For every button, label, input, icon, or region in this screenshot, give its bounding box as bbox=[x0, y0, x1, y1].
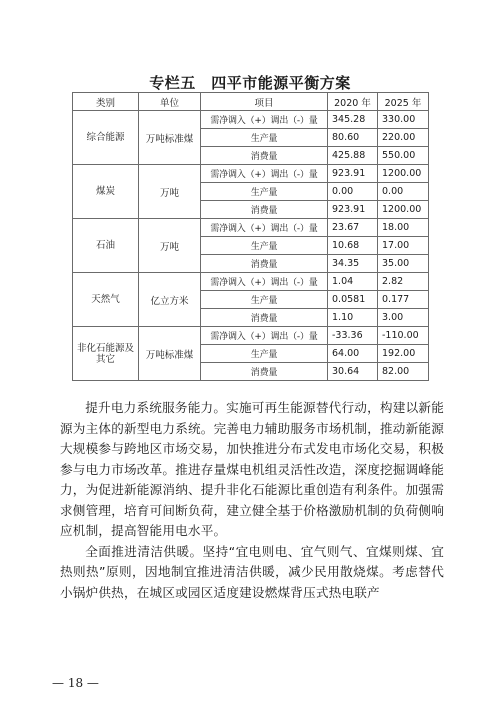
value-2020-cell: 345.28 bbox=[328, 111, 378, 129]
value-2025-cell: 18.00 bbox=[378, 219, 429, 237]
value-2025-cell: 1200.00 bbox=[378, 165, 429, 183]
category-cell: 天然气 bbox=[73, 273, 139, 327]
value-2020-cell: 30.64 bbox=[328, 363, 378, 381]
header-category: 类别 bbox=[73, 93, 139, 111]
value-2020-cell: 0.00 bbox=[328, 183, 378, 201]
table-row bbox=[73, 273, 429, 291]
item-cell: 消费量 bbox=[201, 201, 328, 219]
value-2020-cell: 1.04 bbox=[328, 273, 378, 291]
unit-cell: 万吨 bbox=[139, 165, 201, 219]
paragraph-clean-heating: 全面推进清洁供暖。坚持“宜电则电、宜气则气、宜煤则煤、宜热则热”原则，因地制宜推进清洁供暖，减少民用散烧煤。考虑替代小锅炉供热，在城区或园区适度建设燃煤背压式热电联产 bbox=[60, 543, 444, 600]
value-2020-cell: 1.10 bbox=[328, 309, 378, 327]
value-2025-cell: 0.177 bbox=[378, 291, 429, 309]
item-cell: 需净调入（+）调出（-）量 bbox=[201, 165, 328, 183]
page-number: — 18 — bbox=[52, 676, 99, 690]
value-2025-cell: 0.00 bbox=[378, 183, 429, 201]
table-row bbox=[73, 165, 429, 183]
value-2020-cell: 425.88 bbox=[328, 147, 378, 165]
paragraph-power-system: 提升电力系统服务能力。实施可再生能源替代行动，构建以新能源为主体的新型电力系统。完善电力辅助服务市场机制，推动新能源大规模参与跨地区市场交易，加快推进分布式发电市场化交易，积极参与电力市场改革。推进存量煤电机组灵活性改造，深度挖掘调峰能力，为促进新能源消纳、提升非化石能源比重创造有利条件。加强需求侧管理，培育可间断负荷，建立健全基于价格激励机制的负荷侧响应机制，提高智能用电水平。 bbox=[60, 400, 444, 538]
value-2020-cell: 34.35 bbox=[328, 255, 378, 273]
table-row bbox=[73, 327, 429, 345]
value-2025-cell: 192.00 bbox=[378, 345, 429, 363]
item-cell: 需净调入（+）调出（-）量 bbox=[201, 273, 328, 291]
item-cell: 生产量 bbox=[201, 291, 328, 309]
item-cell: 需净调入（+）调出（-）量 bbox=[201, 219, 328, 237]
value-2020-cell: 64.00 bbox=[328, 345, 378, 363]
category-cell: 石油 bbox=[73, 219, 139, 273]
item-cell: 生产量 bbox=[201, 237, 328, 255]
value-2020-cell: 10.68 bbox=[328, 237, 378, 255]
item-cell: 消费量 bbox=[201, 255, 328, 273]
table-row bbox=[73, 111, 429, 129]
value-2025-cell: 3.00 bbox=[378, 309, 429, 327]
item-cell: 需净调入（+）调出（-）量 bbox=[201, 111, 328, 129]
unit-cell: 万吨标准煤 bbox=[139, 327, 201, 381]
column-title: 专栏五 四平市能源平衡方案 bbox=[149, 74, 351, 92]
value-2025-cell: 2.82 bbox=[378, 273, 429, 291]
header-2020: 2020 年 bbox=[328, 93, 378, 111]
category-cell: 煤炭 bbox=[73, 165, 139, 219]
item-cell: 需净调入（+）调出（-）量 bbox=[201, 327, 328, 345]
table-header-row bbox=[73, 93, 429, 111]
item-cell: 消费量 bbox=[201, 147, 328, 165]
energy-balance-table bbox=[72, 92, 429, 381]
unit-cell: 万吨标准煤 bbox=[139, 111, 201, 165]
header-2025: 2025 年 bbox=[378, 93, 429, 111]
category-cell: 非化石能源及其它 bbox=[73, 327, 139, 381]
header-unit: 单位 bbox=[139, 93, 201, 111]
item-cell: 生产量 bbox=[201, 345, 328, 363]
header-item: 项目 bbox=[201, 93, 328, 111]
value-2025-cell: 1200.00 bbox=[378, 201, 429, 219]
item-cell: 生产量 bbox=[201, 183, 328, 201]
unit-cell: 万吨 bbox=[139, 219, 201, 273]
value-2025-cell: 17.00 bbox=[378, 237, 429, 255]
value-2025-cell: 82.00 bbox=[378, 363, 429, 381]
value-2025-cell: -110.00 bbox=[378, 327, 429, 345]
table-row bbox=[73, 219, 429, 237]
value-2020-cell: 23.67 bbox=[328, 219, 378, 237]
value-2020-cell: 923.91 bbox=[328, 201, 378, 219]
value-2020-cell: 0.0581 bbox=[328, 291, 378, 309]
value-2020-cell: -33.36 bbox=[328, 327, 378, 345]
category-cell: 综合能源 bbox=[73, 111, 139, 165]
value-2020-cell: 80.60 bbox=[328, 129, 378, 147]
value-2025-cell: 35.00 bbox=[378, 255, 429, 273]
body-text bbox=[60, 398, 444, 603]
value-2025-cell: 330.00 bbox=[378, 111, 429, 129]
item-cell: 消费量 bbox=[201, 309, 328, 327]
item-cell: 生产量 bbox=[201, 129, 328, 147]
value-2025-cell: 220.00 bbox=[378, 129, 429, 147]
value-2025-cell: 550.00 bbox=[378, 147, 429, 165]
unit-cell: 亿立方米 bbox=[139, 273, 201, 327]
value-2020-cell: 923.91 bbox=[328, 165, 378, 183]
item-cell: 消费量 bbox=[201, 363, 328, 381]
